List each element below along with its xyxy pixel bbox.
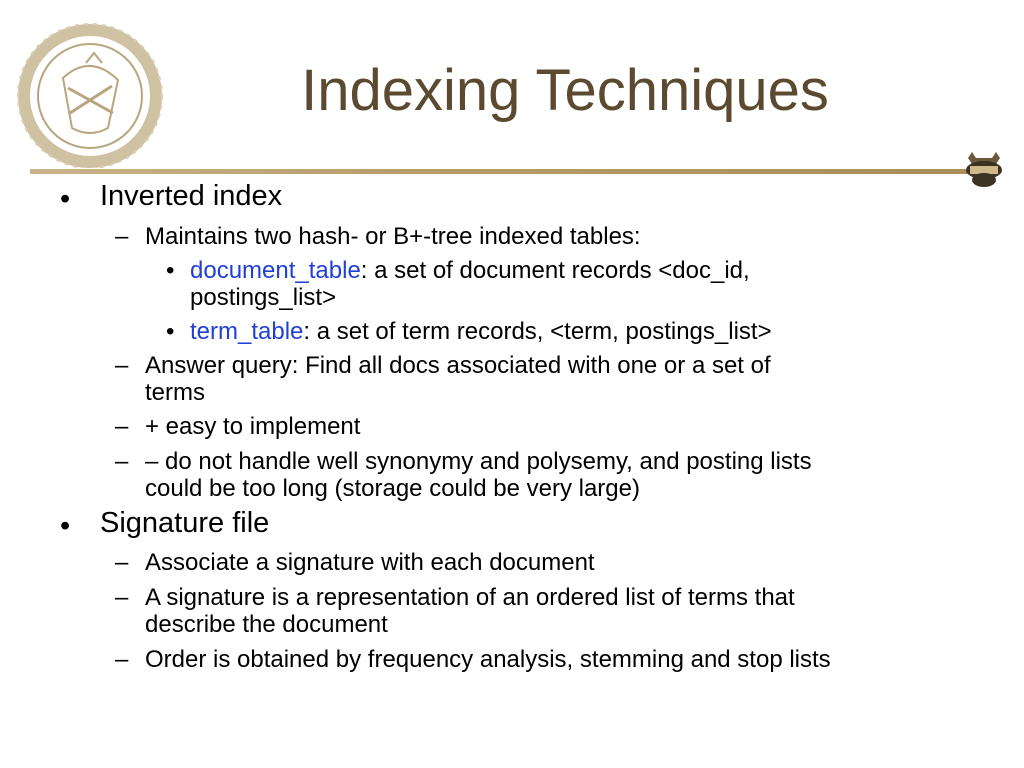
bullet-text: Signature file [100,507,270,539]
bullet-continuation: describe the document [145,611,388,638]
university-seal-logo [8,18,168,168]
bullet-marker: • [60,183,71,215]
bullet-continuation: postings_list> [190,284,337,311]
dash-marker: – [115,646,129,673]
bullet-marker: • [60,510,71,542]
bullet-text: document_table: a set of document records <doc_id, [190,257,750,284]
bullet-text: A signature is a representation of an ordered list of terms that [145,584,795,611]
bullet-text: + easy to implement [145,413,361,440]
bullet-text: Associate a signature with each document [145,549,595,576]
slide-title: Indexing Techniques [301,58,829,123]
bullet-continuation: terms [145,379,205,406]
bullet-text: Maintains two hash- or B+-tree indexed tables: [145,223,641,250]
term-term-table: term_table [190,318,304,345]
bullet-text: – do not handle well synonymy and polysemy, and posting lists [145,448,812,475]
dash-marker: – [115,448,129,475]
purdue-emblem-icon [962,148,1006,190]
title-divider [30,169,990,174]
dash-marker: – [115,352,129,379]
bullet-text: Inverted index [100,180,283,212]
bullet-continuation: could be too long (storage could be very large) [145,475,640,502]
bullet-marker: • [166,257,175,284]
bullet-text: Order is obtained by frequency analysis, stemming and stop lists [145,646,831,673]
term-document-table: document_table [190,257,361,284]
dash-marker: – [115,584,129,611]
bullet-text: Answer query: Find all docs associated with one or a set of [145,352,771,379]
dash-marker: – [115,413,129,440]
bullet-text: term_table: a set of term records, <term, postings_list> [190,318,772,345]
dash-marker: – [115,549,129,576]
dash-marker: – [115,223,129,250]
bullet-marker: • [166,318,175,345]
